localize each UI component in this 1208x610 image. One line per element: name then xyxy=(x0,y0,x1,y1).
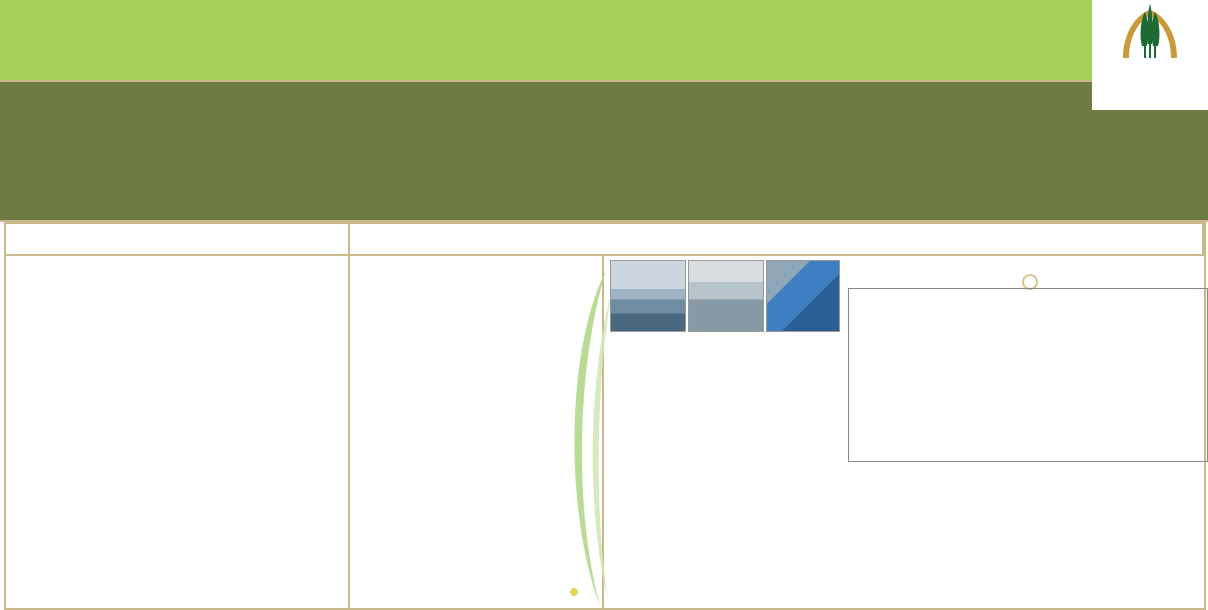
contact-lines xyxy=(10,86,1088,220)
field-photo-sampling xyxy=(766,260,840,332)
tmu-logo-icon xyxy=(1115,2,1185,60)
field-photo-instrument xyxy=(688,260,764,332)
yellow-dot-decoration xyxy=(570,588,578,596)
poster-title xyxy=(30,6,1070,76)
results-section-title xyxy=(6,224,348,254)
results-column xyxy=(6,254,348,606)
feature-engineering-panel xyxy=(848,466,1016,604)
mdn-diagram xyxy=(604,478,844,604)
results-subcolumn-2 xyxy=(178,254,344,606)
main-content-box xyxy=(4,222,1206,610)
study-area-column xyxy=(348,254,604,606)
results-subcolumn-1 xyxy=(10,254,176,606)
distance-metrics-panel xyxy=(1020,464,1206,604)
section-title-row xyxy=(6,224,1204,256)
caspian-sea-map xyxy=(356,274,566,494)
header-band xyxy=(0,0,1208,82)
method-column xyxy=(604,254,1204,606)
field-photo-harbor xyxy=(610,260,686,332)
university-logo-panel xyxy=(1092,0,1208,110)
research-stages-flowchart xyxy=(848,288,1208,462)
atmospheric-correction-flowchart xyxy=(606,352,842,474)
method-section-title xyxy=(348,224,1204,254)
logo-trees-icon xyxy=(1141,4,1160,58)
